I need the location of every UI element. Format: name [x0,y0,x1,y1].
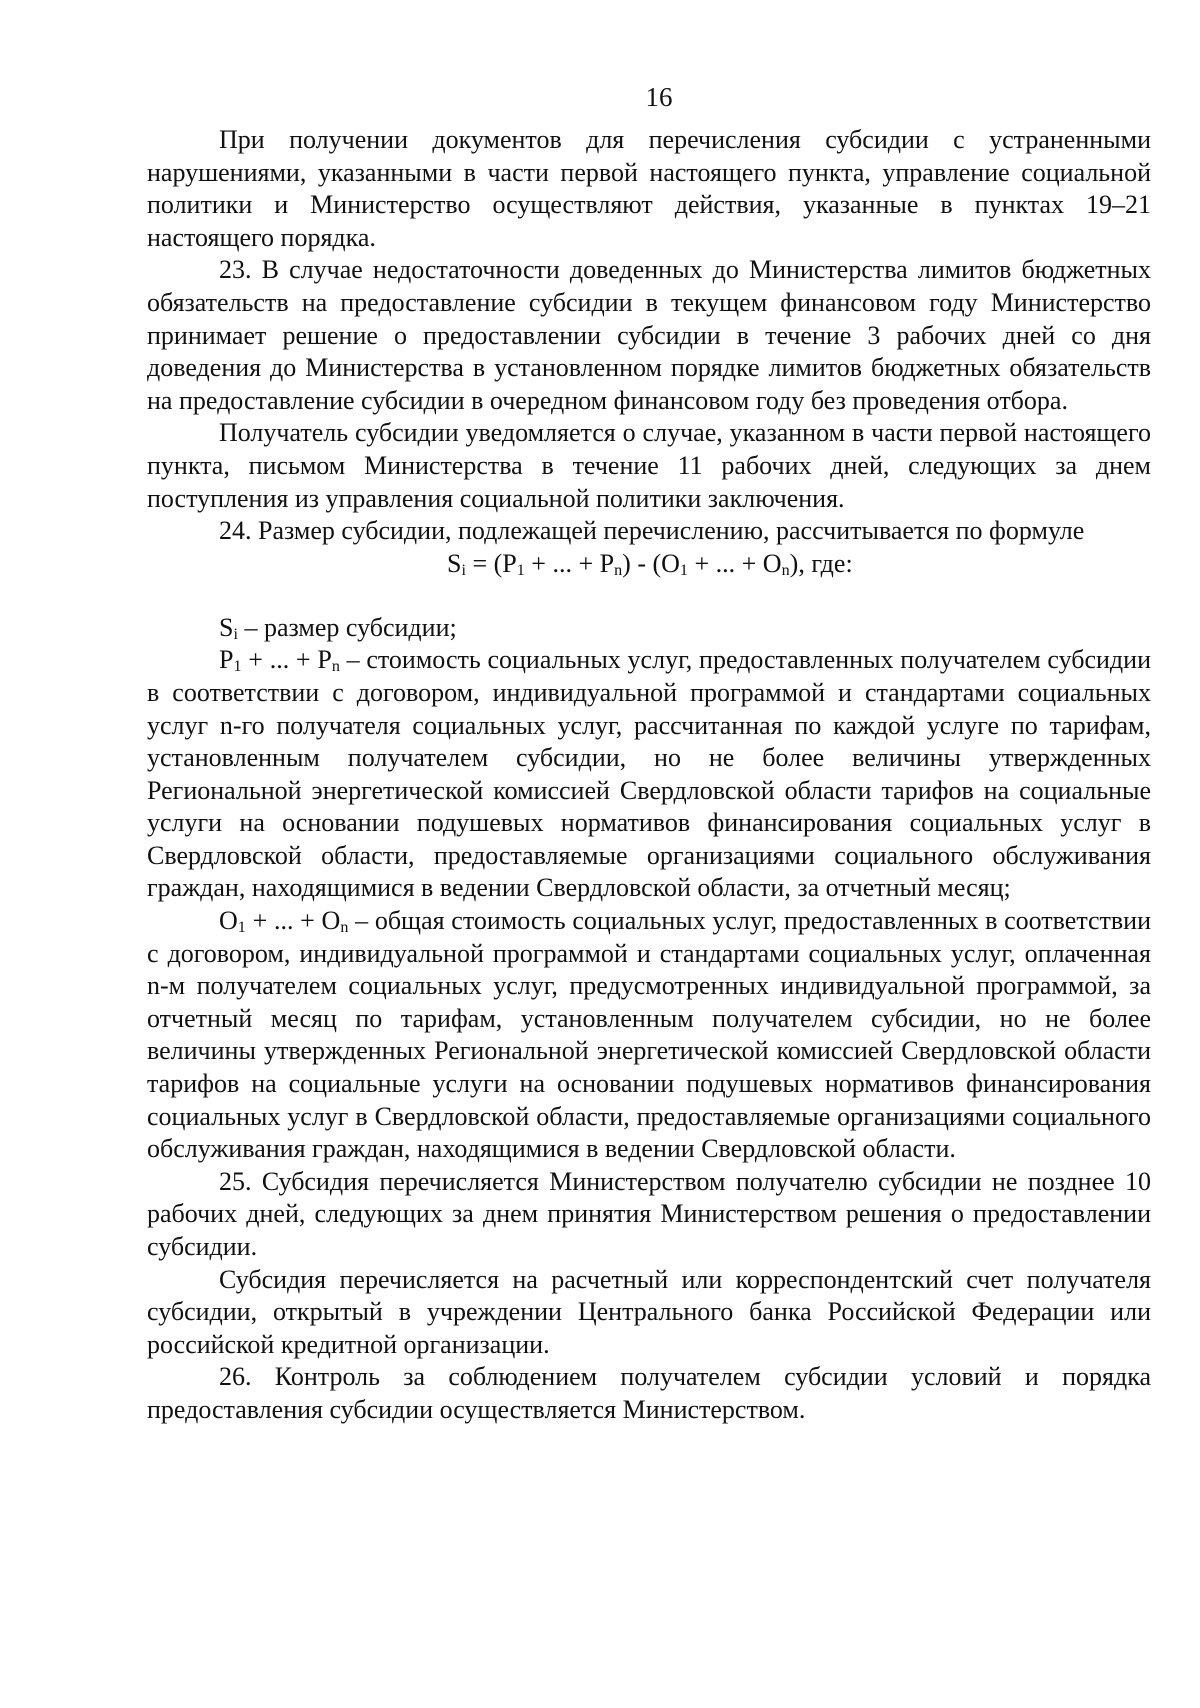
formula-separator: ) - (O [622,548,680,578]
paragraph-item-23: 23. В случае недостаточности доведенных до Министерства лимитов бюджетных обязательств на предоставление субсидии в текущем финансовом году Министерство принимает решение о предоставлении субсидии в течение 3 рабочих дней со дня доведения до Министерства в установленном порядке лимитов бюджетных обязательств на предоставление субсидии в очередном финансовом году без проведения отбора. [147,255,1151,415]
document-page [147,78,1151,1427]
term-o-sub-n: n [340,919,349,937]
formula-s-sub: i [461,561,466,579]
formula-p-sub-1: 1 [516,561,525,579]
term-o-mid: + ... + O [245,906,341,936]
paragraph-item-24: 24. Размер субсидии, подлежащей перечислению, рассчитывается по формуле [219,516,1085,546]
paragraph-item-25: 25. Субсидия перечисляется Министерством получателю субсидии не позднее 10 рабочих дней, следующих за днем принятия Министерством решения о предоставлении субсидии. [147,1166,1151,1261]
term-o-sub-1: 1 [237,919,246,937]
formula-o-sub-n: n [781,561,790,579]
definition-si-text: – размер субсидии; [237,612,457,642]
formula-s: S [447,548,462,578]
definition-p-text: – стоимость социальных услуг, предоставленных получателем субсидии в соответствии с договором, индивидуальной программой и стандартами социальных услуг n-го получателя социальных услуг, рассчитанная по каждой услуге по тарифам, установленным получателем субсидии, но не более величины утвержденных Региональной энергетической комиссией Свердловской области тарифов на социальные услуги на основании подушевых нормативов финансирования социальных услуг в Свердловской области, предоставляемые организациями социального обслуживания граждан, находящимися в ведении Свердловской области, за отчетный месяц; [147,645,1151,903]
paragraph-documents-resubmission: При получении документов для перечисления субсидии с устраненными нарушениями, указанными в части первой настоящего пункта, управление социальной политики и Министерство осуществляют действия, указанные в пунктах 19–21 настоящего порядка. [147,125,1151,252]
paragraph-transfer-account: Субсидия перечисляется на расчетный или корреспондентский счет получателя субсидии, открытый в учреждении Центрального банка Российской Федерации или российской кредитной организации. [147,1264,1151,1359]
definition-o-text: – общая стоимость социальных услуг, предоставленных в соответствии с договором, индивидуальной программой и стандартами социальных услуг, оплаченная n-м получателем социальных услуг, предусмотренных индивидуальной программой, за отчетный месяц по тарифам, установленным получателем субсидии, но не более величины утвержденных Региональной энергетической комиссией Свердловской области тарифов на социальные услуги на основании подушевых нормативов финансирования социальных услуг в Свердловской области, предоставляемые организациями социального обслуживания граждан, находящимися в ведении Свердловской области. [147,906,1151,1164]
paragraph-definition-o [147,905,1151,1166]
subsidy-formula [147,548,1151,612]
formula-eq-open: = (P [465,548,517,578]
term-p-sub-n: n [331,658,340,676]
paragraph-definition-si [147,612,1151,645]
formula-tail: ), где: [789,548,853,578]
term-p: P [219,645,234,675]
paragraph-recipient-notification: Получатель субсидии уведомляется о случае, указанном в части первой настоящего пункта, письмом Министерства в течение 11 рабочих дней, следующих за днем поступления из управления социальной политики заключения. [147,418,1151,513]
formula-o-sub-1: 1 [679,561,688,579]
formula-p-sub-n: n [614,561,623,579]
paragraph-item-26: 26. Контроль за соблюдением получателем субсидии условий и порядка предоставления субсидии осуществляется Министерством. [147,1362,1151,1424]
term-p-mid: + ... + P [241,645,332,675]
term-si-sub: i [233,625,238,643]
page-number: 16 [645,82,673,112]
formula-mid-o: + ... + O [687,548,782,578]
paragraph-definition-p [147,644,1151,905]
term-p-sub-1: 1 [233,658,242,676]
term-si: S [219,612,234,642]
formula-mid-p: + ... + P [524,548,615,578]
term-o: O [219,906,238,936]
